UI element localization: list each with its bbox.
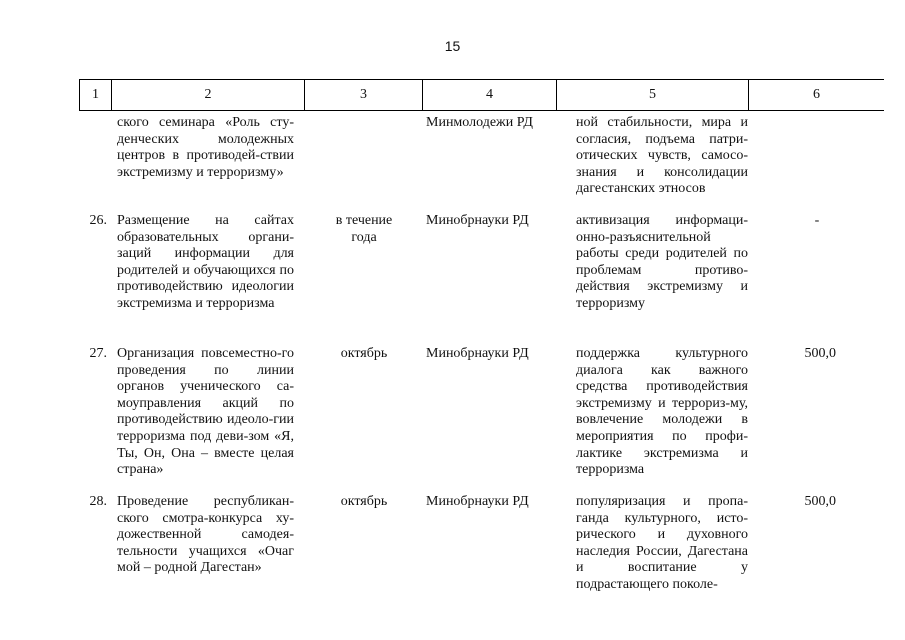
column-header: 2: [111, 80, 304, 110]
funding-cell: 500,0: [804, 494, 836, 509]
column-header: 1: [79, 80, 111, 110]
row-number: 27.: [89, 346, 107, 361]
table-header-row: [79, 79, 884, 111]
executor-cell: Минмолодежи РД: [426, 115, 533, 130]
executor-cell: Минобрнауки РД: [426, 346, 529, 361]
measure-cell: Размещение на сайтах образовательных органи-заций информации для родителей и обучающихся по противодействию идеологии экстремизма и терроризма: [117, 213, 294, 311]
deadline-cell: октябрь: [340, 346, 388, 361]
row-number: 26.: [89, 213, 107, 228]
measure-cell: Проведение республикан-ского смотра-конкурса ху-дожественной самодея-тельности учащихся «Очаг мой – родной Дагестан»: [117, 494, 294, 576]
column-header: 5: [556, 80, 748, 110]
page-number: 15: [444, 38, 461, 54]
executor-cell: Минобрнауки РД: [426, 213, 529, 228]
funding-cell: -: [814, 213, 820, 228]
column-header: 4: [422, 80, 556, 110]
measure-cell: Организация повсеместно-го проведения по линии органов ученического са-моуправления акций по противодействию идеоло-гии терроризма под деви-зом «Я, Ты, Он, Она – вместе целая страна»: [117, 346, 294, 478]
measure-cell: ского семинара «Роль сту-денческих молодежных центров в противодей-ствии экстремизму и терроризму»: [117, 115, 294, 180]
result-cell: активизация информаци-онно-разъяснительной работы среди родителей по проблемам противо-действия экстремизму и терроризму: [576, 213, 748, 311]
deadline-cell: в течение года: [335, 213, 393, 245]
column-header: 3: [304, 80, 422, 110]
column-header: 6: [748, 80, 884, 110]
result-cell: популяризация и пропа-ганда культурного, исто-рического и духовного наследия России, Дагестана и воспитание у подрастающего поколе-: [576, 494, 748, 592]
row-number: 28.: [89, 494, 107, 509]
result-cell: ной стабильности, мира и согласия, подъема патри-отических чувств, самосо-знания и консолидации дагестанских этносов: [576, 115, 748, 197]
funding-cell: 500,0: [804, 346, 836, 361]
result-cell: поддержка культурного диалога как важного средства противодействия экстремизму и террориз-му, вовлечение молодежи в мероприятия по профи-лактике экстремизма и терроризма: [576, 346, 748, 478]
executor-cell: Минобрнауки РД: [426, 494, 529, 509]
deadline-cell: октябрь: [340, 494, 388, 509]
